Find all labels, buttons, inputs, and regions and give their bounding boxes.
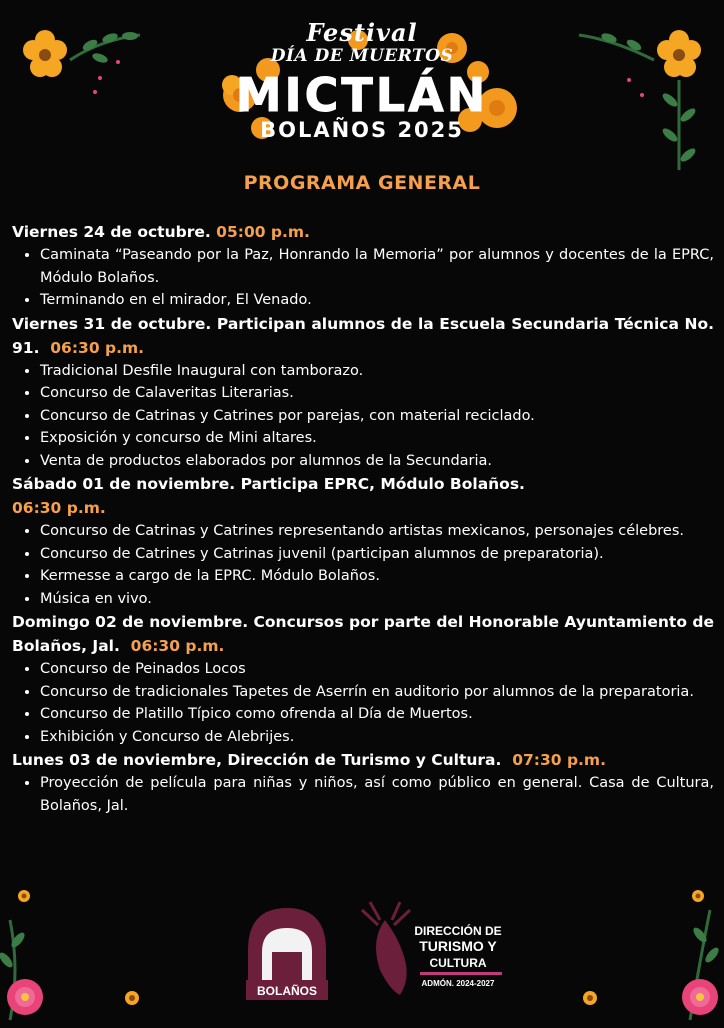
day-heading: [12, 472, 714, 520]
tourism-logo-line1: DIRECCIÓN DE: [414, 924, 502, 938]
logo-festival-text: Festival: [306, 18, 418, 47]
event-list: [12, 658, 714, 748]
day-time: 07:30 p.m.: [512, 751, 606, 769]
event-item: • Concurso de Catrinas y Catrines por parejas, con material reciclado.: [40, 405, 714, 428]
event-list: [12, 520, 714, 610]
day-heading: [12, 220, 714, 244]
day-time: 06:30 p.m.: [50, 338, 145, 357]
event-item: • Proyección de película para niñas y niños, así como público en general. Casa de Cultura, Bolaños, Jal.: [40, 772, 714, 817]
program-schedule: [12, 220, 714, 817]
footer-graphics: [0, 880, 724, 1024]
event-list: [12, 360, 714, 473]
day-section: [12, 472, 714, 610]
logo-bolanos-year-text: BOLAÑOS 2025: [260, 118, 464, 142]
bottom-left-floral-decoration: [0, 890, 139, 1020]
day-heading-text: Sábado 01 de noviembre. Participa EPRC, Módulo Bolaños.: [12, 475, 525, 493]
pink-flower-icon: [682, 979, 718, 1015]
event-item: • Música en vivo.: [40, 588, 714, 611]
day-section: [12, 312, 714, 473]
pink-flower-icon: [7, 979, 43, 1015]
day-time: 06:30 p.m.: [12, 499, 106, 517]
day-heading-text: Lunes 03 de noviembre, Dirección de Turismo y Cultura.: [12, 751, 502, 769]
tourism-logo-line2: TURISMO Y: [419, 938, 497, 954]
event-item: • Exhibición y Concurso de Alebrijes.: [40, 726, 714, 749]
tourism-logo-admin: ADMÓN. 2024-2027: [421, 979, 495, 988]
bottom-right-floral-decoration: [583, 890, 721, 1020]
day-heading-text: Viernes 24 de octubre.: [12, 223, 211, 241]
event-item: • Caminata “Paseando por la Paz, Honrando la Memoria” por alumnos y docentes de la EPRC, Módulo Bolaños.: [40, 244, 714, 289]
event-item: • Concurso de Platillo Típico como ofrenda al Día de Muertos.: [40, 703, 714, 726]
day-heading: [12, 748, 714, 772]
event-list: [12, 244, 714, 312]
day-section: [12, 220, 714, 312]
event-item: • Concurso de Calaveritas Literarias.: [40, 382, 714, 405]
event-item: • Tradicional Desfile Inaugural con tamborazo.: [40, 360, 714, 383]
event-item: • Concurso de tradicionales Tapetes de Aserrín en auditorio por alumnos de la preparatoria.: [40, 681, 714, 704]
day-time: 05:00 p.m.: [216, 223, 310, 241]
logo-dia-de-muertos-text: DÍA DE MUERTOS: [270, 46, 454, 66]
event-item: • Concurso de Peinados Locos: [40, 658, 714, 681]
event-item: • Venta de productos elaborados por alumnos de la Secundaria.: [40, 450, 714, 473]
day-section: [12, 748, 714, 817]
event-item: • Concurso de Catrinas y Catrines representando artistas mexicanos, personajes célebres.: [40, 520, 714, 543]
day-heading-text: Viernes 31 de octubre. Participan alumnos de la Escuela Secundaria Técnica No. 91.: [12, 314, 714, 357]
day-heading-text: Domingo 02 de noviembre. Concursos por parte del Honorable Ayuntamiento de Bolaños, Jal.: [12, 613, 714, 655]
day-time: 06:30 p.m.: [130, 637, 225, 655]
event-item: • Kermesse a cargo de la EPRC. Módulo Bolaños.: [40, 565, 714, 588]
day-heading: [12, 610, 714, 658]
event-item: • Terminando en el mirador, El Venado.: [40, 289, 714, 312]
logo-mictlan-text: MICTLÁN: [235, 68, 489, 122]
event-item: • Exposición y concurso de Mini altares.: [40, 427, 714, 450]
municipal-logo-text: BOLAÑOS: [257, 984, 317, 998]
event-item: • Concurso de Catrines y Catrinas juvenil (participan alumnos de preparatoria).: [40, 543, 714, 566]
tourism-logo-line3: CULTURA: [429, 956, 487, 970]
day-section: [12, 610, 714, 748]
program-title: PROGRAMA GENERAL: [243, 172, 481, 194]
festival-logo: [0, 0, 724, 160]
footer: [0, 880, 724, 1024]
event-list: [12, 772, 714, 817]
day-heading: [12, 312, 714, 360]
deer-logo-icon: [362, 902, 410, 995]
